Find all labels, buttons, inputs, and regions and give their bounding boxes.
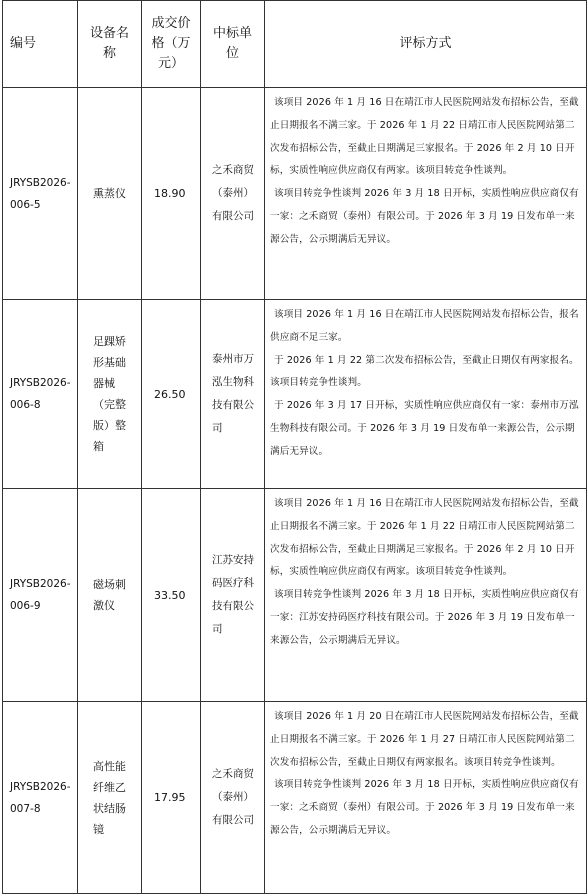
- cell-method: [265, 300, 587, 489]
- cell-code: JRYSB2026-006-8: [3, 300, 78, 489]
- method-paragraph: 于 2026 年 3 月 17 日开标，实质性响应供应商仅有一家：泰州市万泓生物科技有限公司。于 2026 年 3 月 19 日发布单一来源公告，公示期满后无异议。: [270, 400, 579, 457]
- cell-code: JRYSB2026-006-9: [3, 489, 78, 702]
- cell-method: [265, 702, 587, 894]
- header-price: 成交价格（万元）: [142, 1, 201, 88]
- cell-device-name: 熏蒸仪: [78, 88, 142, 300]
- bid-results-table: [2, 0, 587, 894]
- table-row: [3, 88, 587, 300]
- method-paragraph: 该项目转竞争性谈判 2026 年 3 月 18 日开标，实质性响应供应商仅有一家：之禾商贸（泰州）有限公司。于 2026 年 3 月 19 日发布单一来源公告，公示期满后无异议。: [270, 188, 579, 245]
- cell-method: [265, 88, 587, 300]
- cell-price: 33.50: [142, 489, 201, 702]
- method-paragraph: 该项目转竞争性谈判 2026 年 3 月 18 日开标，实质性响应供应商仅有一家：之禾商贸（泰州）有限公司。于 2026 年 3 月 19 日发布单一来源公告，公示期满后无异议。: [270, 779, 579, 836]
- method-paragraph: 该项目 2026 年 1 月 16 日在靖江市人民医院网站发布招标公告，至截止日期报名不满三家。于 2026 年 1 月 22 日靖江市人民医院网站第二次发布招标公告，至截止日期满足三家报名。于 2026 年 2 月 10 日开标，实质性响应供应商仅有两家。该项目转竞争性谈判。: [270, 97, 579, 177]
- header-code: 编号: [3, 1, 78, 88]
- header-device-name: 设备名称: [78, 1, 142, 88]
- cell-method: [265, 489, 587, 702]
- cell-price: 26.50: [142, 300, 201, 489]
- table-header-row: [3, 1, 587, 88]
- cell-code: JRYSB2026-007-8: [3, 702, 78, 894]
- method-paragraph: 该项目 2026 年 1 月 16 日在靖江市人民医院网站发布招标公告，报名供应商不足三家。: [270, 309, 579, 343]
- cell-device-name: 高性能纤维乙状结肠镜: [78, 702, 142, 894]
- cell-winner: 江苏安持码医疗科技有限公司: [201, 489, 265, 702]
- cell-winner: 泰州市万泓生物科技有限公司: [201, 300, 265, 489]
- method-paragraph: 该项目转竞争性谈判 2026 年 3 月 18 日开标，实质性响应供应商仅有一家：江苏安持码医疗科技有限公司。于 2026 年 3 月 19 日发布单一来源公告，公示期满后无异议。: [270, 589, 579, 646]
- table-row: [3, 300, 587, 489]
- cell-winner: 之禾商贸（泰州）有限公司: [201, 702, 265, 894]
- method-paragraph: 该项目 2026 年 1 月 16 日在靖江市人民医院网站发布招标公告，至截止日期报名不满三家。于 2026 年 1 月 22 日靖江市人民医院网站第二次发布招标公告，至截止日期满足三家报名。于 2026 年 2 月 10 日开标，实质性响应供应商仅有两家。该项目转竞争性谈判。: [270, 498, 579, 578]
- cell-code: JRYSB2026-006-5: [3, 88, 78, 300]
- table-row: [3, 489, 587, 702]
- table-row: [3, 702, 587, 894]
- method-paragraph: 该项目 2026 年 1 月 20 日在靖江市人民医院网站发布招标公告，至截止日期报名不满三家。于 2026 年 1 月 27 日靖江市人民医院网站第二次发布招标公告，至截止日期仅有两家报名。该项目转竞争性谈判。: [270, 711, 579, 768]
- header-winner: 中标单位: [201, 1, 265, 88]
- cell-winner: 之禾商贸（泰州）有限公司: [201, 88, 265, 300]
- header-method: 评标方式: [265, 1, 587, 88]
- cell-price: 18.90: [142, 88, 201, 300]
- cell-device-name: 足踝矫形基础器械（完整版）整箱: [78, 300, 142, 489]
- method-paragraph: 于 2026 年 1 月 22 第二次发布招标公告，至截止日期仅有两家报名。该项目转竞争性谈判。: [270, 354, 579, 389]
- cell-price: 17.95: [142, 702, 201, 894]
- cell-device-name: 磁场刺激仪: [78, 489, 142, 702]
